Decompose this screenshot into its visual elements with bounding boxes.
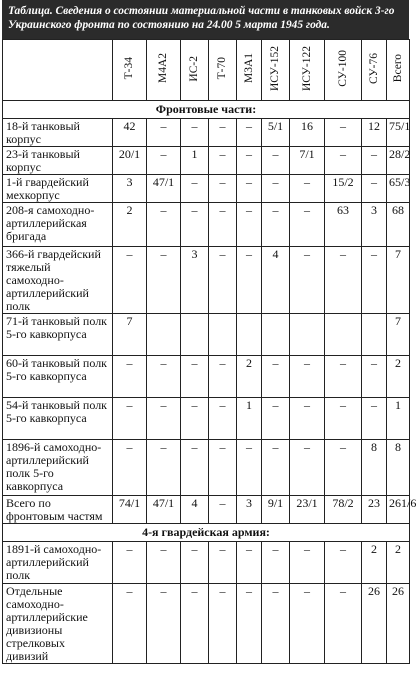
table-row (3, 314, 410, 356)
value-cell: – (290, 175, 325, 203)
value-cell: – (181, 119, 209, 147)
value-cell: 26 (387, 584, 410, 664)
unit-name-cell: 60-й танковый полк 5-го кавкорпуса (3, 356, 113, 398)
value-cell: – (209, 542, 237, 584)
unit-name-cell: 208-я самоходно-артиллерийская бригада (3, 203, 113, 247)
value-cell: – (262, 356, 290, 398)
value-cell: – (147, 247, 181, 314)
unit-name-cell: 71-й танковый полк 5-го кавкорпуса (3, 314, 113, 356)
value-cell: 2 (237, 356, 262, 398)
value-cell: – (325, 147, 362, 175)
value-cell: – (237, 203, 262, 247)
value-cell: 2 (362, 542, 387, 584)
value-cell: – (181, 398, 209, 440)
unit-name-cell: 1-й гвардейский мехкорпус (3, 175, 113, 203)
table-row (3, 584, 410, 664)
table-row (3, 147, 410, 175)
value-cell: – (147, 119, 181, 147)
value-cell: 12 (362, 119, 387, 147)
value-cell: – (147, 203, 181, 247)
value-cell: 78/2 (325, 496, 362, 524)
unit-name-cell: 1896-й самоходно-артиллерийский полк 5-го кавкорпуса (3, 440, 113, 496)
document (2, 0, 416, 664)
value-cell: – (237, 147, 262, 175)
value-cell: – (362, 247, 387, 314)
value-cell (237, 314, 262, 356)
value-cell: – (181, 356, 209, 398)
value-cell: 16 (290, 119, 325, 147)
value-cell: 3 (362, 203, 387, 247)
value-cell: 9/1 (262, 496, 290, 524)
value-cell: 1 (181, 147, 209, 175)
table-row (3, 119, 410, 147)
value-cell: 68 (387, 203, 410, 247)
value-cell: 5/1 (262, 119, 290, 147)
value-cell: 47/1 (147, 175, 181, 203)
value-cell: 20/1 (113, 147, 147, 175)
value-cell: – (362, 147, 387, 175)
value-cell: 42 (113, 119, 147, 147)
value-cell: – (181, 440, 209, 496)
value-cell: – (262, 147, 290, 175)
unit-name-cell: 366-й гвардейский тяжелый самоходно-артиллерийский полк (3, 247, 113, 314)
section-row (3, 524, 410, 542)
value-cell: – (325, 398, 362, 440)
value-cell: – (209, 119, 237, 147)
value-cell: – (325, 584, 362, 664)
unit-name-cell: Всего по фронтовым частям (3, 496, 113, 524)
value-cell: – (113, 356, 147, 398)
value-cell: 4 (181, 496, 209, 524)
unit-name-cell: 54-й танковый полк 5-го кавкорпуса (3, 398, 113, 440)
value-cell: – (362, 175, 387, 203)
header-row (3, 40, 410, 101)
header-corner (3, 40, 113, 101)
value-cell: – (113, 542, 147, 584)
value-cell: 7/1 (290, 147, 325, 175)
column-header: М3А1 (237, 40, 262, 101)
value-cell: 65/3 (387, 175, 410, 203)
section-row (3, 101, 410, 119)
value-cell: – (237, 247, 262, 314)
unit-name-cell: 1891-й самоходно-артиллерийский полк (3, 542, 113, 584)
value-cell: – (209, 247, 237, 314)
value-cell: – (181, 203, 209, 247)
section-title: 4-я гвардейская армия: (3, 524, 410, 542)
value-cell: 15/2 (325, 175, 362, 203)
value-cell: 4 (262, 247, 290, 314)
column-header: ИС-2 (181, 40, 209, 101)
table-body (3, 101, 416, 664)
value-cell: – (262, 175, 290, 203)
value-cell: – (209, 440, 237, 496)
value-cell: 261/6 (387, 496, 410, 524)
value-cell: 1 (387, 398, 410, 440)
value-cell: 7 (113, 314, 147, 356)
value-cell: – (262, 542, 290, 584)
value-cell: 3 (181, 247, 209, 314)
table-row (3, 398, 410, 440)
value-cell: 23 (362, 496, 387, 524)
unit-name-cell: 23-й танковый корпус (3, 147, 113, 175)
value-cell: – (290, 247, 325, 314)
section-title: Фронтовые части: (3, 101, 410, 119)
value-cell: 2 (113, 203, 147, 247)
value-cell: – (209, 175, 237, 203)
unit-name-cell: 18-й танковый корпус (3, 119, 113, 147)
value-cell: – (147, 584, 181, 664)
data-table (2, 39, 416, 664)
value-cell: – (237, 542, 262, 584)
value-cell: 47/1 (147, 496, 181, 524)
value-cell: – (325, 356, 362, 398)
value-cell: – (181, 175, 209, 203)
value-cell: – (325, 542, 362, 584)
table-row (3, 496, 410, 524)
column-header: Т-70 (209, 40, 237, 101)
value-cell: – (237, 119, 262, 147)
table-row (3, 440, 410, 496)
value-cell: – (237, 175, 262, 203)
value-cell: – (147, 356, 181, 398)
value-cell (362, 314, 387, 356)
value-cell: 2 (387, 356, 410, 398)
value-cell: – (290, 542, 325, 584)
value-cell: – (325, 247, 362, 314)
value-cell: 3 (237, 496, 262, 524)
column-header: СУ-76 (362, 40, 387, 101)
unit-name-cell: Отдельные самоходно-артиллерийские дивизионы стрелковых дивизий (3, 584, 113, 664)
value-cell: 7 (387, 314, 410, 356)
value-cell: – (147, 147, 181, 175)
value-cell: – (147, 542, 181, 584)
table-row (3, 542, 410, 584)
value-cell: – (290, 356, 325, 398)
value-cell (290, 314, 325, 356)
value-cell: – (290, 203, 325, 247)
value-cell: – (325, 119, 362, 147)
column-header: Т-34 (113, 40, 147, 101)
value-cell: – (113, 398, 147, 440)
value-cell (325, 314, 362, 356)
value-cell: – (290, 440, 325, 496)
value-cell: – (290, 584, 325, 664)
value-cell: 8 (362, 440, 387, 496)
value-cell: – (290, 398, 325, 440)
value-cell: – (181, 584, 209, 664)
value-cell: 2 (387, 542, 410, 584)
value-cell: – (262, 203, 290, 247)
value-cell: – (147, 398, 181, 440)
value-cell: 74/1 (113, 496, 147, 524)
table-row (3, 247, 410, 314)
value-cell: – (262, 440, 290, 496)
column-header: М4А2 (147, 40, 181, 101)
column-header: СУ-100 (325, 40, 362, 101)
value-cell: 8 (387, 440, 410, 496)
table-row (3, 356, 410, 398)
value-cell: – (209, 496, 237, 524)
value-cell: – (147, 440, 181, 496)
value-cell: – (209, 398, 237, 440)
table-row (3, 175, 410, 203)
value-cell: 28/2 (387, 147, 410, 175)
value-cell: – (237, 440, 262, 496)
value-cell (147, 314, 181, 356)
column-header: Всего (387, 40, 410, 101)
value-cell: – (113, 247, 147, 314)
value-cell: – (209, 584, 237, 664)
value-cell: – (262, 584, 290, 664)
value-cell: 1 (237, 398, 262, 440)
value-cell: – (262, 398, 290, 440)
column-header: ИСУ-152 (262, 40, 290, 101)
value-cell: 7 (387, 247, 410, 314)
value-cell: 26 (362, 584, 387, 664)
value-cell: – (209, 356, 237, 398)
value-cell: – (362, 356, 387, 398)
value-cell: – (237, 584, 262, 664)
value-cell: 3 (113, 175, 147, 203)
value-cell: – (113, 440, 147, 496)
value-cell: – (209, 147, 237, 175)
value-cell: 63 (325, 203, 362, 247)
value-cell: – (362, 398, 387, 440)
column-header: ИСУ-122 (290, 40, 325, 101)
value-cell: 75/1 (387, 119, 410, 147)
value-cell (209, 314, 237, 356)
value-cell (181, 314, 209, 356)
value-cell: – (325, 440, 362, 496)
value-cell: – (181, 542, 209, 584)
table-row (3, 203, 410, 247)
value-cell: 23/1 (290, 496, 325, 524)
value-cell: – (209, 203, 237, 247)
value-cell: – (113, 584, 147, 664)
value-cell (262, 314, 290, 356)
table-caption: Таблица. Сведения о состоянии материальной части в танковых войск 3-го Украинского фронта по состоянию на 24.00 5 марта 1945 года. (2, 0, 409, 39)
